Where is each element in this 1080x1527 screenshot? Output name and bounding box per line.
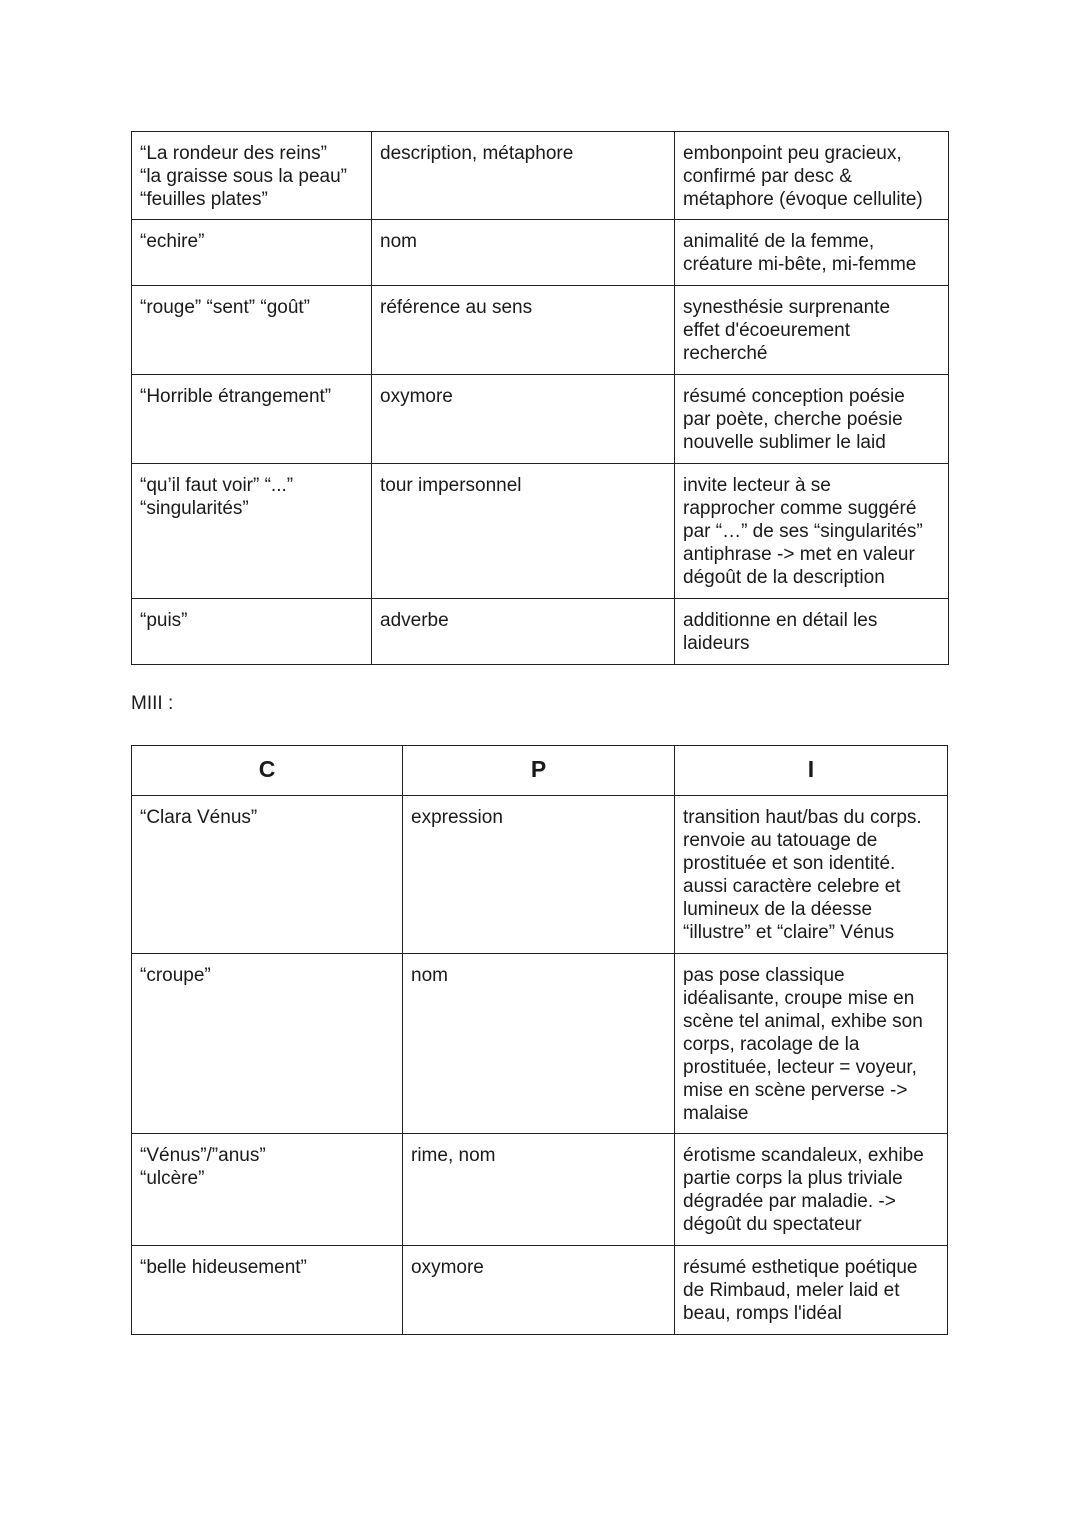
cell-text-line: créature mi-bête, mi-femme <box>683 254 917 275</box>
cell-text-line: “Clara Vénus” <box>140 807 258 828</box>
interpretation-cell <box>675 796 948 954</box>
cell-text-line: transition haut/bas du corps. <box>683 807 922 828</box>
citation-cell <box>132 1246 403 1335</box>
cell-text-line: tour impersonnel <box>380 475 522 496</box>
cell-text-line: “puis” <box>140 610 188 631</box>
cell-text-line: corps, racolage de la <box>683 1034 860 1055</box>
cell-text-line: animalité de la femme, <box>683 231 875 252</box>
cell-text-line: additionne en détail les <box>683 610 878 631</box>
procede-cell <box>372 286 675 375</box>
table-row <box>132 1246 948 1335</box>
citation-cell <box>132 464 372 599</box>
cell-text-line: de Rimbaud, meler laid et <box>683 1280 900 1301</box>
table-header-row <box>132 746 948 796</box>
header-i: I <box>675 746 948 796</box>
cell-text-line: référence au sens <box>380 297 533 318</box>
procede-cell <box>372 220 675 286</box>
cell-text-line: métaphore (évoque cellulite) <box>683 189 923 210</box>
interpretation-cell <box>675 375 949 464</box>
cell-text-line: partie corps la plus triviale <box>683 1168 903 1189</box>
cell-text-line: “feuilles plates” <box>140 189 268 210</box>
cell-text-line: par “…” de ses “singularités” <box>683 521 923 542</box>
cell-text-line: rapprocher comme suggéré <box>683 498 917 519</box>
procede-cell <box>403 954 675 1134</box>
cell-text-line: aussi caractère celebre et <box>683 876 901 897</box>
cell-text-line: invite lecteur à se <box>683 475 831 496</box>
procede-cell <box>403 1134 675 1246</box>
cell-text-line: oxymore <box>380 386 453 407</box>
cell-text-line: “La rondeur des reins” <box>140 143 327 164</box>
cell-text-line: nom <box>411 965 448 986</box>
cell-text-line: pas pose classique <box>683 965 845 986</box>
procede-cell <box>403 796 675 954</box>
cell-text-line: renvoie au tatouage de <box>683 830 878 851</box>
cell-text-line: expression <box>411 807 503 828</box>
cell-text-line: “la graisse sous la peau” <box>140 166 347 187</box>
procede-cell <box>372 599 675 665</box>
interpretation-cell <box>675 599 949 665</box>
cell-text-line: mise en scène perverse -> <box>683 1080 908 1101</box>
cell-text-line: idéalisante, croupe mise en <box>683 988 915 1009</box>
interpretation-cell <box>675 286 949 375</box>
citation-cell <box>132 286 372 375</box>
procede-cell <box>372 464 675 599</box>
cell-text-line: “rouge” “sent” “goût” <box>140 297 311 318</box>
interpretation-cell <box>675 464 949 599</box>
header-p: P <box>403 746 675 796</box>
cell-text-line: “Horrible étrangement” <box>140 386 332 407</box>
interpretation-cell <box>675 954 948 1134</box>
interpretation-cell <box>675 1134 948 1246</box>
cell-text-line: lumineux de la déesse <box>683 899 873 920</box>
cell-text-line: recherché <box>683 343 768 364</box>
citation-cell <box>132 796 403 954</box>
table-row <box>132 132 949 220</box>
table-row <box>132 464 949 599</box>
table-row <box>132 954 948 1134</box>
analysis-table-2 <box>131 745 948 1335</box>
citation-cell <box>132 954 403 1134</box>
cell-text-line: confirmé par desc & <box>683 166 852 187</box>
citation-cell <box>132 132 372 220</box>
interpretation-cell <box>675 220 949 286</box>
cell-text-line: malaise <box>683 1103 749 1124</box>
cell-text-line: érotisme scandaleux, exhibe <box>683 1145 924 1166</box>
table-row <box>132 796 948 954</box>
cell-text-line: description, métaphore <box>380 143 574 164</box>
cell-text-line: beau, romps l'idéal <box>683 1303 842 1324</box>
cell-text-line: résumé conception poésie <box>683 386 905 407</box>
cell-text-line: résumé esthetique poétique <box>683 1257 918 1278</box>
citation-cell <box>132 599 372 665</box>
interpretation-cell <box>675 1246 948 1335</box>
cell-text-line: rime, nom <box>411 1145 496 1166</box>
cell-text-line: embonpoint peu gracieux, <box>683 143 902 164</box>
cell-text-line: prostituée, lecteur = voyeur, <box>683 1057 917 1078</box>
table-row <box>132 599 949 665</box>
cell-text-line: dégoût du spectateur <box>683 1214 862 1235</box>
cell-text-line: oxymore <box>411 1257 484 1278</box>
procede-cell <box>372 132 675 220</box>
header-c: C <box>132 746 403 796</box>
table-row <box>132 375 949 464</box>
cell-text-line: par poète, cherche poésie <box>683 409 903 430</box>
cell-text-line: antiphrase -> met en valeur <box>683 544 915 565</box>
cell-text-line: “qu’il faut voir” “...” <box>140 475 294 496</box>
cell-text-line: “singularités” <box>140 498 249 519</box>
cell-text-line: “belle hideusement” <box>140 1257 307 1278</box>
cell-text-line: “illustre” et “claire” Vénus <box>683 922 895 943</box>
interpretation-cell <box>675 132 949 220</box>
table-row <box>132 286 949 375</box>
cell-text-line: nom <box>380 231 417 252</box>
cell-text-line: dégradée par maladie. -> <box>683 1191 896 1212</box>
citation-cell <box>132 375 372 464</box>
citation-cell <box>132 1134 403 1246</box>
cell-text-line: “croupe” <box>140 965 211 986</box>
cell-text-line: adverbe <box>380 610 449 631</box>
cell-text-line: “Vénus”/”anus” <box>140 1145 266 1166</box>
citation-cell <box>132 220 372 286</box>
procede-cell <box>403 1246 675 1335</box>
analysis-table-1 <box>131 131 949 665</box>
cell-text-line: “echire” <box>140 231 205 252</box>
procede-cell <box>372 375 675 464</box>
cell-text-line: prostituée et son identité. <box>683 853 896 874</box>
table-row <box>132 220 949 286</box>
cell-text-line: laideurs <box>683 633 750 654</box>
cell-text-line: effet d'écoeurement <box>683 320 851 341</box>
cell-text-line: dégoût de la description <box>683 567 885 588</box>
table-row <box>132 1134 948 1246</box>
cell-text-line: synesthésie surprenante <box>683 297 891 318</box>
section-label-miii: MIII : <box>131 693 174 714</box>
cell-text-line: nouvelle sublimer le laid <box>683 432 886 453</box>
cell-text-line: scène tel animal, exhibe son <box>683 1011 923 1032</box>
cell-text-line: “ulcère” <box>140 1168 205 1189</box>
